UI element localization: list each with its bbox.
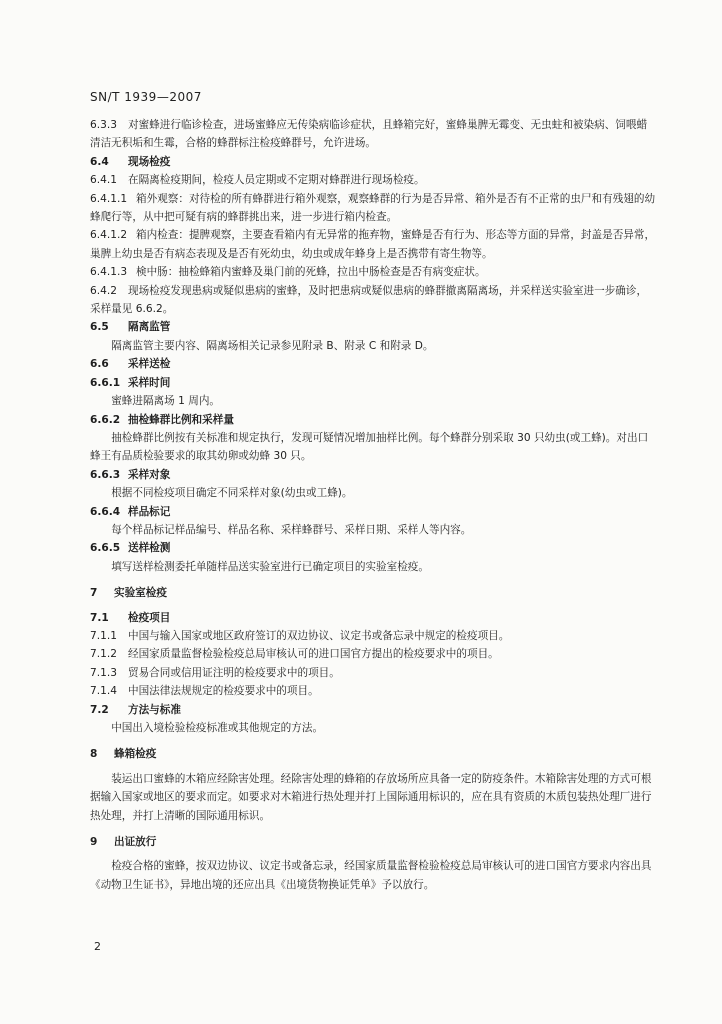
clause-number: 6.6.4 <box>90 505 121 518</box>
heading-6-6-5 <box>90 539 656 557</box>
clause-number: 6.4.2 <box>90 284 117 297</box>
heading-text: 抽检蜂群比例和采样量 <box>128 413 234 426</box>
clause-7-1-1 <box>90 627 656 645</box>
heading-text: 出证放行 <box>114 836 157 849</box>
clause-number: 6.3.3 <box>90 119 117 131</box>
clause-6-4-1-1 <box>90 190 656 227</box>
clause-number: 6.6.2 <box>90 413 121 426</box>
clause-number: 8 <box>90 748 98 761</box>
clause-number: 7 <box>90 587 98 600</box>
clause-7-1-4 <box>90 682 656 700</box>
clause-number: 6.6.5 <box>90 542 121 555</box>
clause-7-1-3 <box>90 664 656 682</box>
heading-6-6-1 <box>90 374 656 392</box>
standard-code: SN/T 1939—2007 <box>90 90 202 104</box>
clause-text: 中国法律法规规定的检疫要求中的项目。 <box>128 685 319 698</box>
clause-6-4-2 <box>90 282 656 319</box>
clause-number: 6.4.1 <box>90 174 117 187</box>
clause-text: 现场检疫发现患病或疑似患病的蜜蜂，及时把患病或疑似患病的蜂群撤离隔离场，并采样送实验室进一步确诊，采样量见 6.6.2。 <box>90 284 648 316</box>
clause-text: 对蜜蜂进行临诊检查，进场蜜蜂应无传染病临诊症状，且蜂箱完好，蜜蜂巢脾无霉变、无虫蛀和被染病、饲喂蜡清洁无积垢和生霉，合格的蜂群标注检疫蜂群号，允许进场。 <box>90 119 648 150</box>
clause-number: 7.1.3 <box>90 666 117 679</box>
heading-text: 检疫项目 <box>128 611 171 624</box>
heading-7 <box>90 584 656 602</box>
paragraph: 每个样品标记样品编号、样品名称、采样蜂群号、采样日期、采样人等内容。 <box>111 523 472 536</box>
heading-text: 采样送检 <box>128 358 171 371</box>
page-number: 2 <box>94 940 101 953</box>
heading-8 <box>90 745 656 763</box>
heading-text: 采样对象 <box>128 468 171 481</box>
clause-number: 7.1 <box>90 611 109 624</box>
heading-7-1 <box>90 609 656 627</box>
clause-6-3-3 <box>90 116 656 153</box>
heading-6-6-2 <box>90 411 656 429</box>
heading-text: 现场检疫 <box>128 155 171 168</box>
heading-text: 送样检测 <box>128 542 171 555</box>
clause-number: 7.2 <box>90 703 109 716</box>
clause-6-4-1-2 <box>90 226 656 263</box>
paragraph: 根据不同检疫项目确定不同采样对象(幼虫或工蜂)。 <box>111 487 353 500</box>
clause-7-1-2 <box>90 645 656 663</box>
clause-number: 7.1.1 <box>90 629 117 642</box>
clause-6-4-1 <box>90 171 656 189</box>
heading-text: 样品标记 <box>128 505 171 518</box>
clause-number: 6.4.1.3 <box>90 266 128 279</box>
clause-text: 箱外观察：对待检的所有蜂群进行箱外观察，观察蜂群的行为是否异常、箱外是否有不正常的虫尸和有残翅的幼蜂爬行等，从中把可疑有病的蜂群挑出来，进一步进行箱内检查。 <box>90 192 656 224</box>
clause-number: 6.6.1 <box>90 376 121 389</box>
heading-6-4 <box>90 153 656 171</box>
heading-7-2 <box>90 701 656 719</box>
paragraph: 装运出口蜜蜂的木箱应经除害处理。经除害处理的蜂箱的存放场所应具备一定的防疫条件。木箱除害处理的方式可根据输入国家或地区的要求而定。如要求对木箱进行热处理并打上国际通用标识的，应在具有资质的木质包装热处理厂进行热处理，并打上清晰的国际通用标识。 <box>90 772 652 822</box>
clause-text: 经国家质量监督检验检疫总局审核认可的进口国官方提出的检疫要求中的项目。 <box>128 648 499 661</box>
heading-text: 方法与标准 <box>128 703 181 716</box>
clause-text: 贸易合同或信用证注明的检疫要求中的项目。 <box>128 666 340 679</box>
paragraph: 中国出入境检验检疫标准或其他规定的方法。 <box>111 722 324 734</box>
clause-text: 在隔离检疫期间，检疫人员定期或不定期对蜂群进行现场检疫。 <box>128 174 425 187</box>
paragraph: 抽检蜂群比例按有关标准和规定执行，发现可疑情况增加抽样比例。每个蜂群分别采取 30 只幼虫(或工蜂)。对出口蜂王有品质检验要求的取其幼卵或幼蜂 30 只。 <box>90 431 649 463</box>
clause-number: 6.6.3 <box>90 468 121 481</box>
document-body <box>90 116 656 894</box>
clause-number: 6.5 <box>90 321 109 334</box>
heading-text: 蜂箱检疫 <box>114 748 157 761</box>
paragraph: 蜜蜂进隔离场 1 周内。 <box>111 395 221 408</box>
clause-6-4-1-3 <box>90 263 656 281</box>
clause-number: 7.1.4 <box>90 685 117 698</box>
clause-text: 箱内检查：提脾观察，主要查看箱内有无异常的拖弃物，蜜蜂是否有行为、形态等方面的异常，封盖是否异常，巢脾上幼虫是否有病态表现及是否有死幼虫，幼虫或成年蜂身上是否携带有寄生物等。 <box>90 229 656 260</box>
clause-number: 7.1.2 <box>90 648 117 661</box>
heading-text: 隔离监管 <box>128 321 171 334</box>
clause-number: 9 <box>90 836 98 849</box>
heading-6-5 <box>90 318 656 336</box>
heading-6-6-3 <box>90 466 656 484</box>
heading-6-6 <box>90 355 656 373</box>
paragraph: 检疫合格的蜜蜂，按双边协议、议定书或备忘录，经国家质量监督检验检疫总局审核认可的进口国官方要求内容出具《动物卫生证书》，异地出境的还应出具《出境货物换证凭单》予以放行。 <box>90 860 652 891</box>
heading-6-6-4 <box>90 503 656 521</box>
clause-text: 検中肠：抽检蜂箱内蜜蜂及巢门前的死蜂，拉出中肠检查是否有病变症状。 <box>136 266 486 279</box>
clause-text: 中国与输入国家或地区政府签订的双边协议、议定书或备忘录中规定的检疫项目。 <box>128 629 510 642</box>
clause-number: 6.4 <box>90 155 109 168</box>
clause-number: 6.4.1.2 <box>90 229 128 242</box>
paragraph: 隔离监管主要内容、隔离场相关记录参见附录 B、附录 C 和附录 D。 <box>111 339 434 352</box>
paragraph: 填写送样检测委托单随样品送实验室进行已确定项目的实验室检疫。 <box>111 560 429 573</box>
clause-number: 6.6 <box>90 358 109 371</box>
heading-text: 采样时间 <box>128 376 171 389</box>
clause-number: 6.4.1.1 <box>90 192 128 205</box>
heading-9 <box>90 833 656 851</box>
heading-text: 实验室检疫 <box>114 587 167 600</box>
